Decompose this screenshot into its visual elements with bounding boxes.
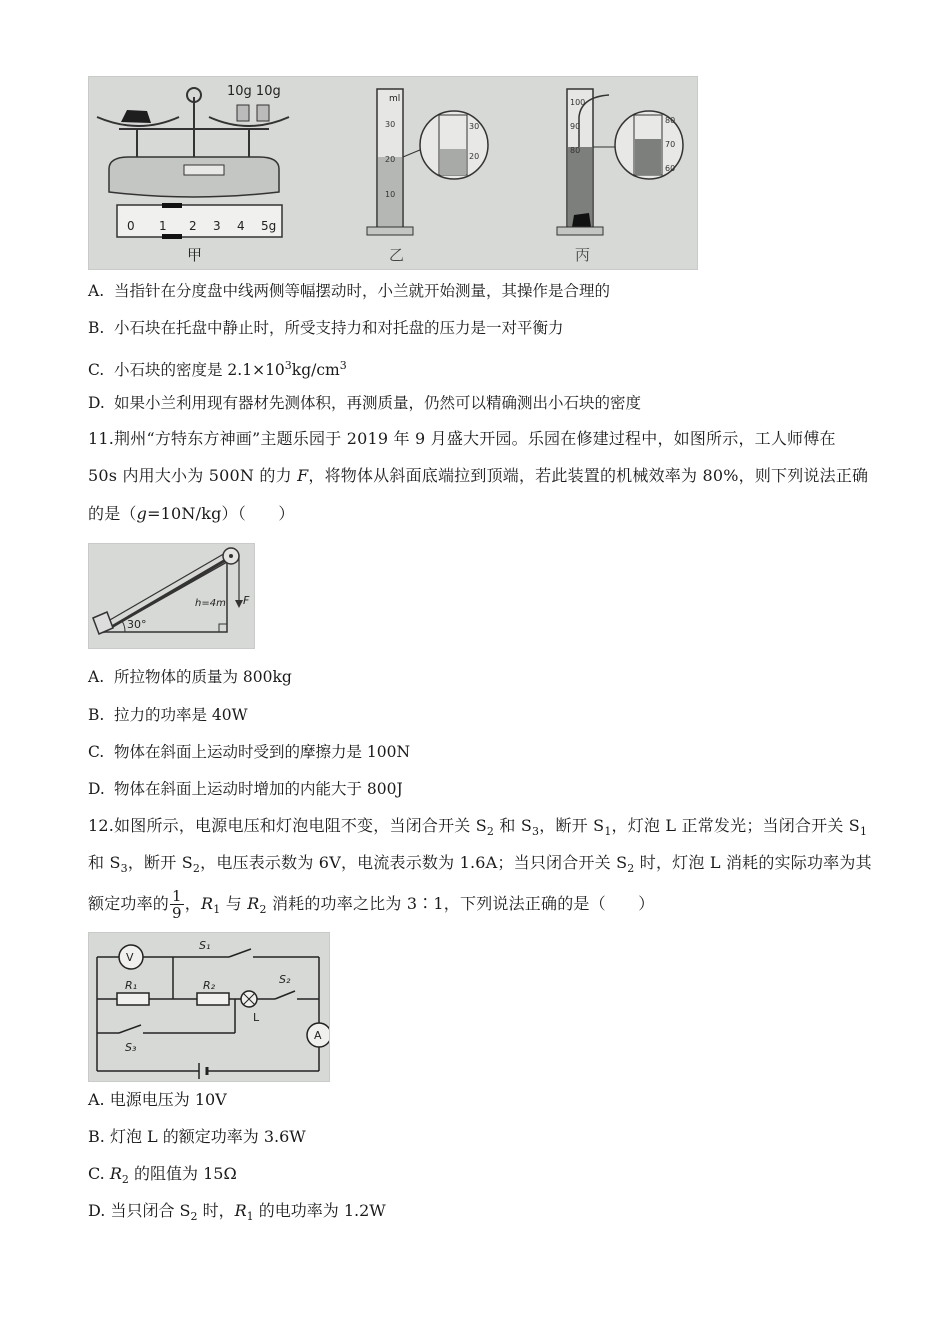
q10-option-d: D. 如果小兰利用现有器材先测体积，再测质量，仍然可以精确测出小石块的密度 — [88, 394, 642, 412]
cyl3-tick: 90 — [570, 122, 581, 131]
lamp-label: L — [253, 1011, 260, 1024]
cyl2-tick: 10 — [385, 190, 396, 199]
resistor-r2-label: R₂ — [203, 979, 216, 992]
force-label: F — [243, 594, 250, 607]
figure-label-yi: 乙 — [389, 246, 405, 264]
switch-s1-label: S₁ — [199, 939, 211, 952]
q11-option-c: C. 物体在斜面上运动时受到的摩擦力是 100N — [88, 743, 411, 761]
cyl2-tick: 30 — [385, 120, 396, 129]
cylinder-unit: ml — [389, 94, 401, 104]
ruler-tick-label: 2 — [189, 219, 197, 233]
cyl2-tick: 20 — [385, 155, 396, 164]
q12-stem-line3: 额定功率的 $\frac{1}{9}$ ，$R_1$ 与 $R_2$ 消耗的功率之比为 3∶1，下列说法正确的是（ ） — [88, 887, 655, 922]
zoom3-tick: 60 — [665, 164, 676, 173]
balance-cylinder-figure — [88, 76, 698, 270]
q11-option-d: D. 物体在斜面上运动时增加的内能大于 800J — [88, 780, 403, 798]
q11-stem-line3: 的是（g=10N/kg）（ ） — [88, 504, 295, 523]
q12-stem-line2: 和 $S_3$，断开 $S_2$，电压表示数为 6V，电流表示数为 1.6A；当只闭合开关 $S_2$ 时，灯泡 L 消耗的实际功率为其 — [88, 853, 872, 876]
ruler-tick-label: 5g — [261, 219, 277, 233]
zoom3-tick: 80 — [665, 116, 676, 125]
cyl3-tick: 80 — [570, 146, 581, 155]
circuit-figure — [88, 932, 330, 1082]
q10-option-b: B. 小石块在托盘中静止时，所受支持力和对托盘的压力是一对平衡力 — [88, 319, 564, 337]
incline-pulley-figure — [88, 543, 255, 649]
q10-option-c: C. 小石块的密度是 $2.1\times 10^3kg/cm^3$ — [88, 359, 347, 380]
figure-label-jia: 甲 — [187, 246, 203, 264]
figure-label-bing: 丙 — [575, 246, 591, 264]
angle-label: 30° — [127, 618, 147, 631]
switch-s3-label: S₃ — [125, 1041, 137, 1054]
ruler-tick-label: 3 — [213, 219, 221, 233]
q11-stem-line1: 11.荆州“方特东方神画”主题乐园于 2019 年 9 月盛大开园。乐园在修建过程中，如图所示，工人师傅在 — [88, 429, 836, 448]
switch-s2-label: S₂ — [279, 973, 291, 986]
weights-label: 10g 10g — [227, 84, 281, 99]
q12-stem-line1: 12.如图所示，电源电压和灯泡电阻不变，当闭合开关 $S_2$ 和 $S_3$，断开 $S_1$，灯泡 L 正常发光；当闭合开关 $S_1$ — [88, 816, 868, 839]
q12-option-d: D. 当只闭合 $S_2$ 时，$R_1$ 的电功率为 1.2W — [88, 1201, 386, 1224]
ruler-tick-label: 4 — [237, 219, 245, 233]
zoom3-tick: 70 — [665, 140, 676, 149]
ruler-tick-label: 0 — [127, 219, 135, 233]
q11-stem-line2: 50s 内用大小为 500N 的力 F，将物体从斜面底端拉到顶端，若此装置的机械效率为 80%，则下列说法正确 — [88, 466, 869, 485]
ruler-tick-label: 1 — [159, 219, 167, 233]
q12-option-b: B. 灯泡 L 的额定功率为 3.6W — [88, 1127, 306, 1146]
q10-option-a: A. 当指针在分度盘中线两侧等幅摆动时，小兰就开始测量，其操作是合理的 — [88, 282, 611, 300]
q11-option-a: A. 所拉物体的质量为 800kg — [88, 668, 292, 686]
resistor-r1-label: R₁ — [125, 979, 138, 992]
incline-drawing — [89, 544, 254, 648]
height-label: h=4m — [195, 598, 226, 609]
q12-option-c: C. $R_2$ 的阻值为 15Ω — [88, 1164, 237, 1187]
zoom2-tick: 30 — [469, 122, 480, 131]
voltmeter-label: V — [126, 951, 134, 964]
fraction-one-ninth: $\frac{1}{9}$ — [172, 887, 182, 922]
circuit-drawing — [89, 933, 329, 1081]
q12-option-a: A. 电源电压为 10V — [88, 1090, 227, 1109]
zoom2-tick: 20 — [469, 152, 480, 161]
cyl3-tick: 100 — [570, 98, 586, 107]
ammeter-label: A — [314, 1029, 322, 1042]
q11-option-b: B. 拉力的功率是 40W — [88, 706, 248, 724]
balance-cylinder-drawing — [89, 77, 697, 269]
